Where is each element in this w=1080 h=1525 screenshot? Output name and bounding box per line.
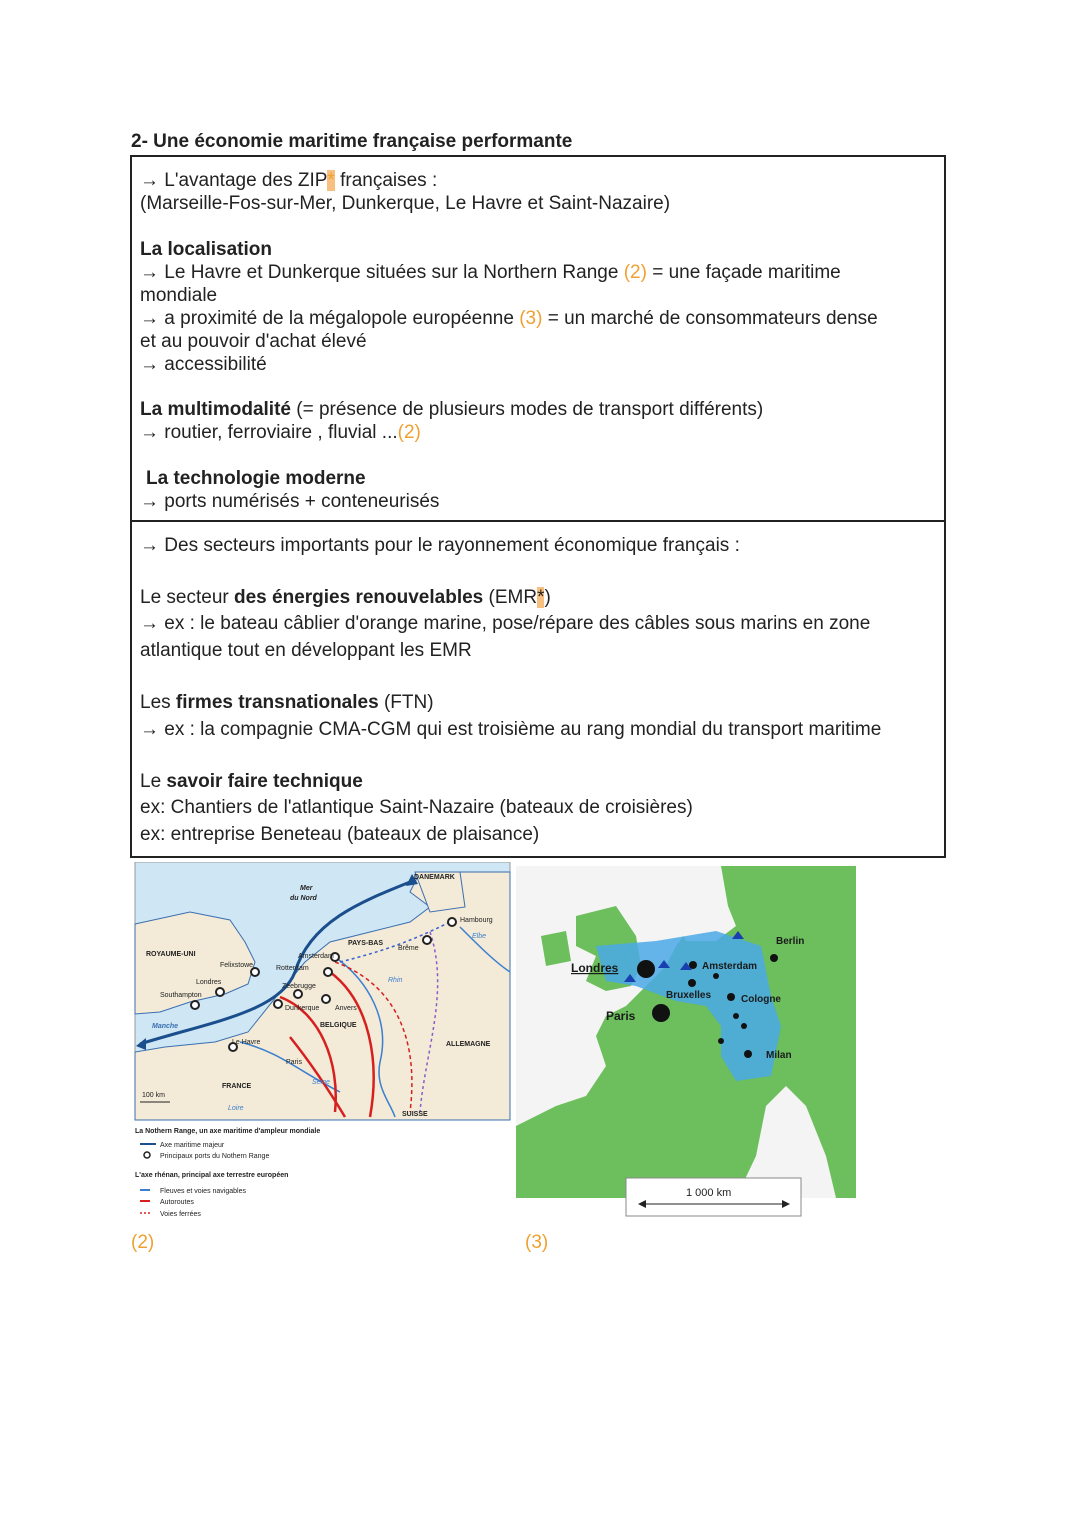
- label-royaume-uni: ROYAUME-UNI: [146, 951, 196, 958]
- city-cologne: [727, 993, 735, 1001]
- label-seine: Seine: [312, 1079, 330, 1086]
- zip-intro: → L'avantage des ZIP* françaises :: [140, 170, 438, 191]
- label-milan: Milan: [766, 1050, 792, 1061]
- label-allemagne: ALLEMAGNE: [446, 1041, 491, 1048]
- label-bruxelles: Bruxelles: [666, 990, 712, 1001]
- city-milan: [744, 1050, 752, 1058]
- zip-advantages-box: [130, 155, 946, 522]
- emr-line: Le secteur des énergies renouvelables (EMR*): [140, 587, 551, 608]
- section-title: 2- Une économie maritime française performante: [131, 131, 573, 152]
- city-dot-2: [733, 1013, 739, 1019]
- label-hambourg: Hambourg: [460, 917, 493, 924]
- city-londres: [637, 960, 655, 978]
- localisation-line-4: et au pouvoir d'achat élevé: [140, 331, 367, 352]
- emr-example-1: → ex : le bateau câblier d'orange marine, pose/répare des câbles sous marins en zone: [140, 613, 871, 634]
- label-paris: Paris: [286, 1059, 302, 1066]
- sectors-intro: → Des secteurs importants pour le rayonnement économique français :: [140, 535, 740, 556]
- multimodalite-modes: → routier, ferroviaire , fluvial ...(2): [140, 422, 421, 443]
- label-breme: Brême: [398, 945, 419, 952]
- label-manche: Manche: [152, 1023, 179, 1030]
- label-belgique: BELGIQUE: [320, 1022, 357, 1029]
- label-paris: Paris: [606, 1009, 636, 1023]
- map2-caption: (3): [525, 1232, 549, 1253]
- label-suisse: SUISSE: [402, 1111, 428, 1118]
- map1-caption: (2): [131, 1232, 155, 1253]
- label-amsterdam: Amsterdam: [702, 961, 758, 972]
- sectors-box: [130, 520, 946, 858]
- city-berlin: [770, 954, 778, 962]
- legend-title-2: L'axe rhénan, principal axe terrestre européen: [135, 1172, 289, 1179]
- label-cologne: Cologne: [741, 994, 781, 1005]
- savoir-example-2: ex: entreprise Beneteau (bateaux de plaisance): [140, 824, 540, 845]
- port-rotterdam: [324, 968, 332, 976]
- localisation-line-3: → a proximité de la mégalopole européenne (3) = un marché de consommateurs dense: [140, 308, 878, 329]
- port-felixstowe: [251, 968, 259, 976]
- port-anvers: [322, 995, 330, 1003]
- label-pays-bas: PAYS-BAS: [348, 940, 384, 947]
- city-dot-4: [741, 1023, 747, 1029]
- port-southampton: [216, 988, 224, 996]
- city-bruxelles: [688, 979, 696, 987]
- label-southampton: Southampton: [160, 992, 202, 999]
- technologie-title: La technologie moderne: [146, 468, 366, 489]
- port-dunkerque: [274, 1000, 282, 1008]
- technologie-line: → ports numérisés + conteneurisés: [140, 491, 440, 512]
- savoir-line: Le savoir faire technique: [140, 771, 363, 792]
- label-amsterdam: Amsterdam: [298, 953, 334, 960]
- ftn-line: Les firmes transnationales (FTN): [140, 692, 434, 713]
- emr-example-2: atlantique tout en développant les EMR: [140, 640, 472, 661]
- city-paris: [652, 1004, 670, 1022]
- legend-port-swatch: [144, 1152, 150, 1158]
- city-dot-3: [718, 1038, 724, 1044]
- localisation-line-1: → Le Havre et Dunkerque situées sur la Northern Range (2) = une façade maritime: [140, 262, 841, 283]
- savoir-example-1: ex: Chantiers de l'atlantique Saint-Nazaire (bateaux de croisières): [140, 797, 693, 818]
- port-breme: [423, 936, 431, 944]
- localisation-line-2: mondiale: [140, 285, 218, 306]
- label-anvers: Anvers: [335, 1005, 357, 1012]
- label-felixstowe: Felixstowe: [220, 962, 254, 969]
- label-berlin: Berlin: [776, 936, 805, 947]
- city-dot-1: [713, 973, 719, 979]
- label-elbe: Elbe: [472, 933, 487, 940]
- port-zeebrugge: [294, 990, 302, 998]
- legend-item-1: Axe maritime majeur: [160, 1142, 225, 1149]
- label-rhin: Rhin: [388, 977, 403, 984]
- port-hambourg: [448, 918, 456, 926]
- label-mer: Mer: [300, 885, 313, 892]
- ftn-example: → ex : la compagnie CMA-CGM qui est troisième au rang mondial du transport maritime: [140, 719, 882, 740]
- label-le-havre: Le Havre: [232, 1039, 261, 1046]
- label-londres: Londres: [196, 979, 222, 986]
- ireland-land: [541, 931, 571, 966]
- northern-range-map: [130, 862, 515, 1222]
- legend-item-3: Fleuves et voies navigables: [160, 1188, 246, 1195]
- legend-item-2: Principaux ports du Nothern Range: [160, 1153, 270, 1160]
- label-loire: Loire: [228, 1105, 244, 1112]
- label-france: FRANCE: [222, 1083, 252, 1090]
- localisation-title: La localisation: [140, 239, 272, 260]
- label-dunkerque: Dunkerque: [285, 1005, 320, 1012]
- legend-item-4: Autoroutes: [160, 1199, 194, 1206]
- label-rotterdam: Rotterdam: [276, 965, 309, 972]
- label-londres: Londres: [571, 961, 619, 975]
- legend-title-1: La Nothern Range, un axe maritime d'ampleur mondiale: [135, 1128, 321, 1135]
- label-danemark: DANEMARK: [414, 874, 455, 881]
- megalopolis-map: [516, 866, 858, 1222]
- legend-item-5: Voies ferrées: [160, 1211, 201, 1218]
- label-scale: 1 000 km: [686, 1187, 732, 1199]
- label-scale: 100 km: [142, 1092, 165, 1099]
- multimodalite-line: La multimodalité (= présence de plusieurs modes de transport différents): [140, 399, 764, 420]
- port-southampton-2: [191, 1001, 199, 1009]
- localisation-line-5: → accessibilité: [140, 354, 267, 375]
- label-zeebrugge: Zeebrugge: [282, 983, 316, 990]
- label-du-nord: du Nord: [290, 895, 317, 902]
- zip-ports: (Marseille-Fos-sur-Mer, Dunkerque, Le Havre et Saint-Nazaire): [140, 193, 671, 214]
